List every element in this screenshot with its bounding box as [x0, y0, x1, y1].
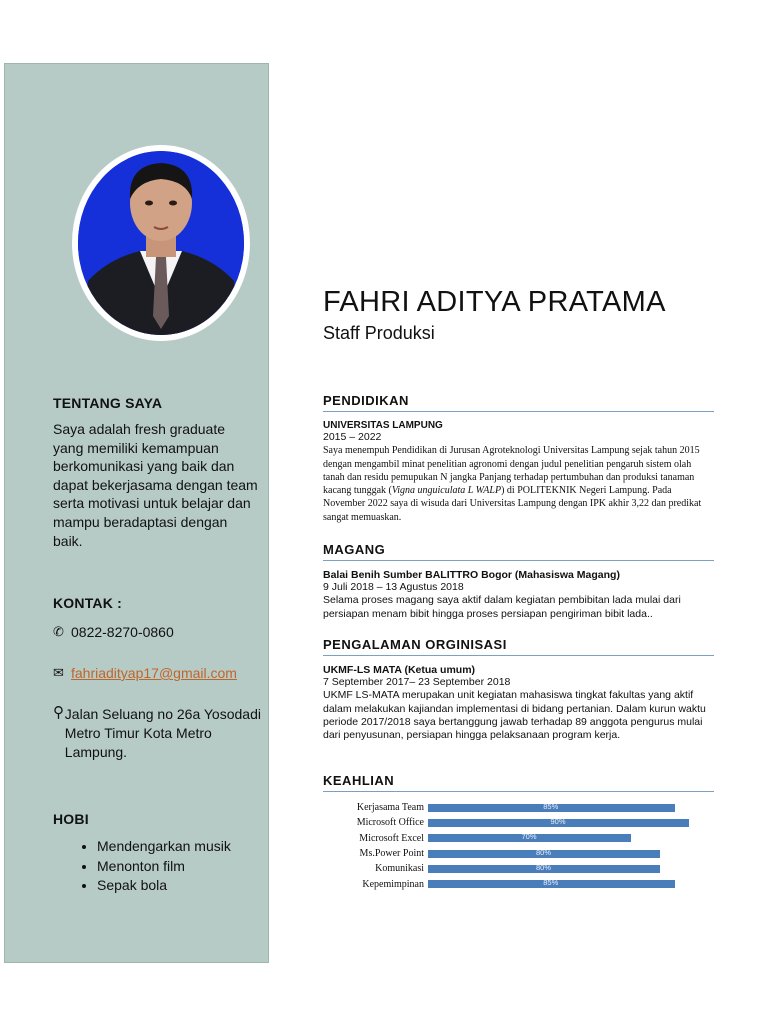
skill-percent-label: 80%: [536, 862, 552, 872]
internship-section: [323, 542, 714, 621]
organization-dates: 7 September 2017– 23 September 2018: [323, 676, 511, 688]
portrait-illustration: [78, 151, 244, 335]
skill-percent-label: 80%: [536, 847, 552, 857]
skill-row: [300, 815, 720, 830]
skills-heading: KEAHLIAN: [323, 773, 714, 792]
skill-label: Ms.Power Point: [359, 848, 424, 860]
hobby-item: • Sepak bola: [97, 876, 231, 896]
hobby-item: • Menonton film: [97, 857, 231, 877]
skill-percent-label: 85%: [543, 801, 559, 811]
skill-row: [300, 846, 720, 861]
hobby-list: [53, 837, 231, 896]
sidebar: [4, 63, 269, 963]
phone-icon: ✆: [53, 624, 64, 639]
education-description: Saya menempuh Pendidikan di Jurusan Agroteknologi Universitas Lampung sejak tahun 2015 dengan mengambil minat penelitian agronomi dengan judul penelitian pengaruh sistem olah tanah dan residu pemupukan N jangka Panjang terhadap pertumbuhan dan produksi tanaman kacang tunggak (Vigna unguiculata L WALP) di POLITEKNIK Negeri Lampung. Pada November 2022 saya di wisuda dari Universitas Lampung dengan IPK akhir 3,22 dan predikat sangat memuaskan.: [323, 445, 702, 523]
education-heading: PENDIDIKAN: [323, 393, 714, 412]
full-name: FAHRI ADITYA PRATAMA: [323, 286, 666, 318]
hobby-item: • Mendengarkan musik: [97, 837, 231, 857]
map-pin-icon: ⚲: [53, 704, 64, 721]
internship-heading: MAGANG: [323, 542, 714, 561]
skills-section: [323, 773, 714, 792]
skill-label: Kerjasama Team: [356, 802, 424, 814]
profile-photo: [72, 145, 250, 341]
skill-label: Microsoft Office: [356, 817, 424, 829]
email-link[interactable]: fahriadityap17@gmail.com: [71, 665, 237, 681]
skill-label: Kepemimpinan: [362, 878, 424, 890]
internship-dates: 9 Juli 2018 – 13 Agustus 2018: [323, 581, 464, 593]
phone-text: 0822-8270-0860: [71, 624, 174, 640]
contact-heading: KONTAK :: [53, 595, 122, 611]
skill-row: [300, 876, 720, 891]
hobby-heading: HOBI: [53, 811, 89, 827]
internship-description: Selama proses magang saya aktif dalam kegiatan pembibitan lada mulai dari persiapan menam bibit hingga proses persiapan pengiriman bibit lada..: [323, 594, 681, 620]
profile-photo-image: [78, 151, 244, 335]
skill-label: Komunikasi: [375, 863, 424, 875]
organization-section: [323, 637, 714, 742]
skill-percent-label: 90%: [550, 816, 566, 826]
skill-percent-label: 85%: [543, 878, 559, 888]
skill-row: [300, 861, 720, 876]
skill-percent-label: 70%: [521, 832, 537, 842]
address-text: Jalan Seluang no 26a Yosodadi Metro Timur Kota Metro Lampung.: [64, 706, 261, 760]
skill-label: Microsoft Excel: [359, 832, 424, 844]
education-section: [323, 393, 714, 524]
contact-email: [53, 665, 237, 681]
education-years: 2015 – 2022: [323, 431, 382, 443]
envelope-icon: ✉: [53, 665, 64, 680]
education-school: UNIVERSITAS LAMPUNG: [323, 420, 443, 431]
internship-place: Balai Benih Sumber BALITTRO Bogor (Mahasiswa Magang): [323, 569, 620, 581]
skills-chart: [300, 800, 720, 892]
skill-row: [300, 800, 720, 815]
about-heading: TENTANG SAYA: [53, 395, 163, 411]
organization-name: UKMF-LS MATA (Ketua umum): [323, 664, 476, 676]
organization-description: UKMF LS-MATA merupakan unit kegiatan mahasiswa tingkat fakultas yang aktif dalam melakukan kajiandan implementasi di bidang pertanian. Dalam kurun waktu periode 2017/2018 saya bertanggung jawab terhadap 89 anggota pengurus mulai dari penyusunan, persiapan hingga pelaksanaan program kerja.: [323, 689, 706, 742]
about-text: Saya adalah fresh graduate yang memiliki kemampuan berkomunikasi yang baik dan dapat bekerjasama dengan team serta motivasi untuk belajar dan mampu beradaptasi dengan baik.: [53, 421, 258, 549]
job-title: Staff Produksi: [323, 323, 435, 343]
contact-address: [53, 705, 268, 762]
skill-row: [300, 831, 720, 846]
contact-phone: [53, 624, 174, 640]
organization-heading: PENGALAMAN ORGINISASI: [323, 637, 714, 656]
